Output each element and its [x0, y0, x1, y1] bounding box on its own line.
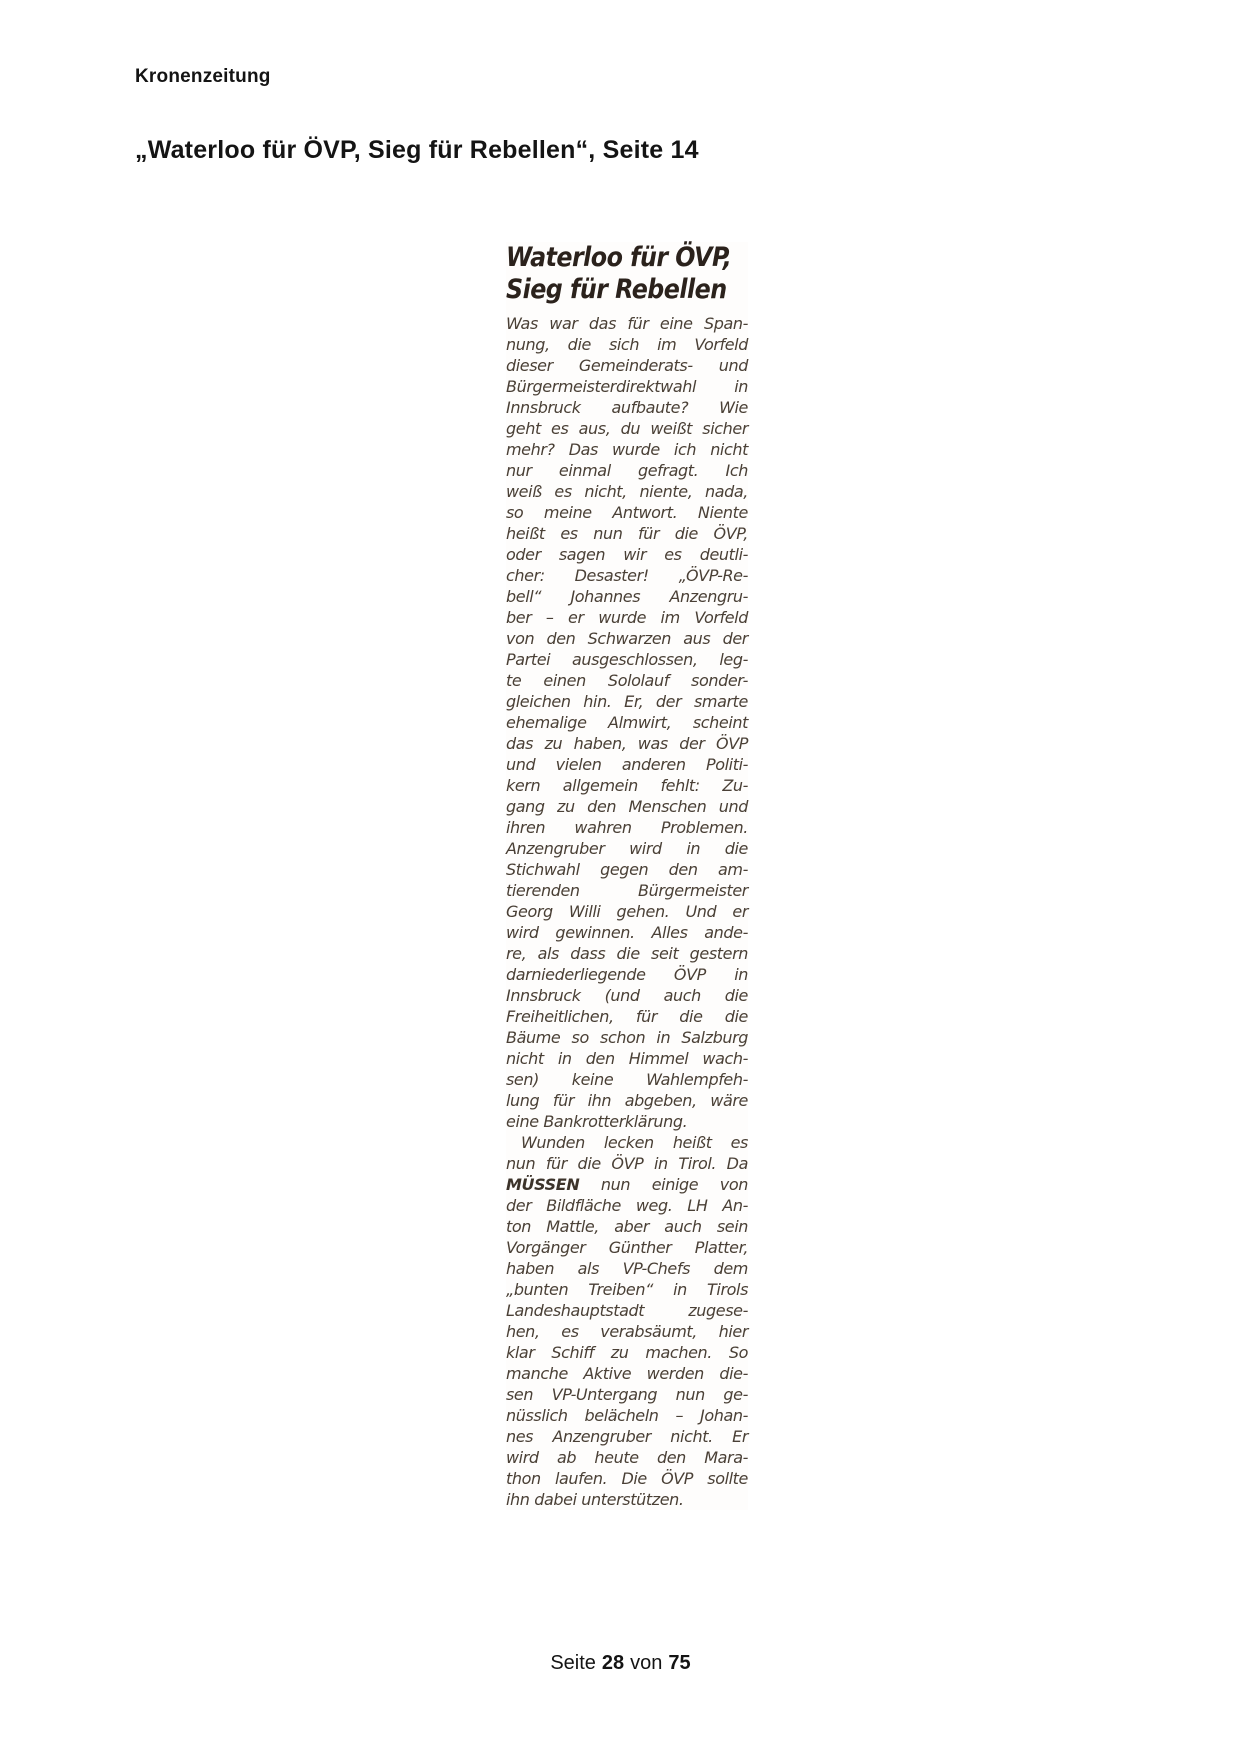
footer-current-page: 28	[601, 1652, 625, 1674]
body-line: re, als dass die seit gestern	[506, 944, 748, 963]
body-line: haben als VP-Chefs dem	[506, 1259, 748, 1278]
footer-page-prefix: Seite	[550, 1652, 596, 1674]
body-line: nur einmal gefragt. Ich	[506, 461, 748, 480]
body-line: nicht in den Himmel wach-	[506, 1049, 748, 1068]
body-line: mehr? Das wurde ich nicht	[506, 440, 748, 459]
body-line: ihn dabei unterstützen.	[506, 1490, 684, 1509]
body-line: von den Schwarzen aus der	[506, 629, 748, 648]
body-line: ehemalige Almwirt, scheint	[506, 713, 748, 732]
body-line: geht es aus, du weißt sicher	[506, 419, 748, 438]
body-line: Anzengruber wird in die	[506, 839, 748, 858]
body-line: weiß es nicht, niente, nada,	[506, 482, 748, 501]
body-line: MÜSSEN nun einige von	[506, 1175, 748, 1194]
body-line: der Bildfläche weg. LH An-	[506, 1196, 748, 1215]
footer-total-pages: 75	[668, 1652, 691, 1674]
body-line: Was war das für eine Span-	[506, 314, 748, 333]
body-line: klar Schiff zu machen. So	[506, 1343, 748, 1362]
body-line: „bunten Treiben“ in Tirols	[506, 1280, 748, 1299]
body-line: hen, es verabsäumt, hier	[506, 1322, 748, 1341]
body-line: heißt es nun für die ÖVP,	[506, 524, 748, 543]
body-line: so meine Antwort. Niente	[506, 503, 748, 522]
headline-line: Sieg für Rebellen	[506, 274, 727, 305]
body-line: tierenden Bürgermeister	[506, 881, 748, 900]
body-line: gang zu den Menschen und	[506, 797, 748, 816]
body-line: Innsbruck (und auch die	[506, 986, 748, 1005]
body-line: nüsslich belächeln – Johan-	[506, 1406, 748, 1425]
newspaper-clipping	[506, 242, 748, 1510]
body-line: wird ab heute den Mara-	[506, 1448, 748, 1467]
body-line: thon laufen. Die ÖVP sollte	[506, 1469, 748, 1488]
body-line: Stichwahl gegen den am-	[506, 860, 748, 879]
body-line: Wunden lecken heißt es	[521, 1133, 748, 1152]
article-title-reference: „Waterloo für ÖVP, Sieg für Rebellen“, Seite 14	[135, 136, 699, 164]
clipping-headline	[506, 242, 732, 306]
body-line: Bäume so schon in Salzburg	[506, 1028, 748, 1047]
page-footer	[0, 1652, 1241, 1675]
body-line: gleichen hin. Er, der smarte	[506, 692, 748, 711]
body-line: Landeshauptstadt zugese-	[506, 1301, 748, 1320]
body-line: ber – er wurde im Vorfeld	[506, 608, 748, 627]
body-line: Bürgermeisterdirektwahl in	[506, 377, 748, 396]
body-line: sen VP-Untergang nun ge-	[506, 1385, 748, 1404]
body-line: ihren wahren Problemen.	[506, 818, 748, 837]
body-line: te einen Sololauf sonder-	[506, 671, 748, 690]
body-line: bell“ Johannes Anzengru-	[506, 587, 748, 606]
body-line: oder sagen wir es deutli-	[506, 545, 748, 564]
body-line: kern allgemein fehlt: Zu-	[506, 776, 748, 795]
body-line: Georg Willi gehen. Und er	[506, 902, 748, 921]
body-line: nes Anzengruber nicht. Er	[506, 1427, 748, 1446]
body-line: dieser Gemeinderats- und	[506, 356, 748, 375]
body-line: das zu haben, was der ÖVP	[506, 734, 748, 753]
body-line: und vielen anderen Politi-	[506, 755, 748, 774]
body-line: manche Aktive werden die-	[506, 1364, 748, 1383]
body-line: wird gewinnen. Alles ande-	[506, 923, 748, 942]
body-line: sen) keine Wahlempfeh-	[506, 1070, 748, 1089]
body-line: Partei ausgeschlossen, leg-	[506, 650, 748, 669]
body-line: nun für die ÖVP in Tirol. Da	[506, 1154, 748, 1173]
body-line: ton Mattle, aber auch sein	[506, 1217, 748, 1236]
body-line: Vorgänger Günther Platter,	[506, 1238, 748, 1257]
body-line: Innsbruck aufbaute? Wie	[506, 398, 748, 417]
clipping-body	[506, 313, 748, 1510]
footer-separator: von	[630, 1652, 663, 1674]
body-line: nung, die sich im Vorfeld	[506, 335, 748, 354]
headline-line: Waterloo für ÖVP,	[506, 242, 732, 273]
body-line: Freiheitlichen, für die die	[506, 1007, 748, 1026]
body-line: cher: Desaster! „ÖVP-Re-	[506, 566, 748, 585]
body-line: darniederliegende ÖVP in	[506, 965, 748, 984]
body-line: eine Bankrotterklärung.	[506, 1112, 688, 1131]
source-label: Kronenzeitung	[135, 66, 271, 87]
body-line: lung für ihn abgeben, wäre	[506, 1091, 748, 1110]
